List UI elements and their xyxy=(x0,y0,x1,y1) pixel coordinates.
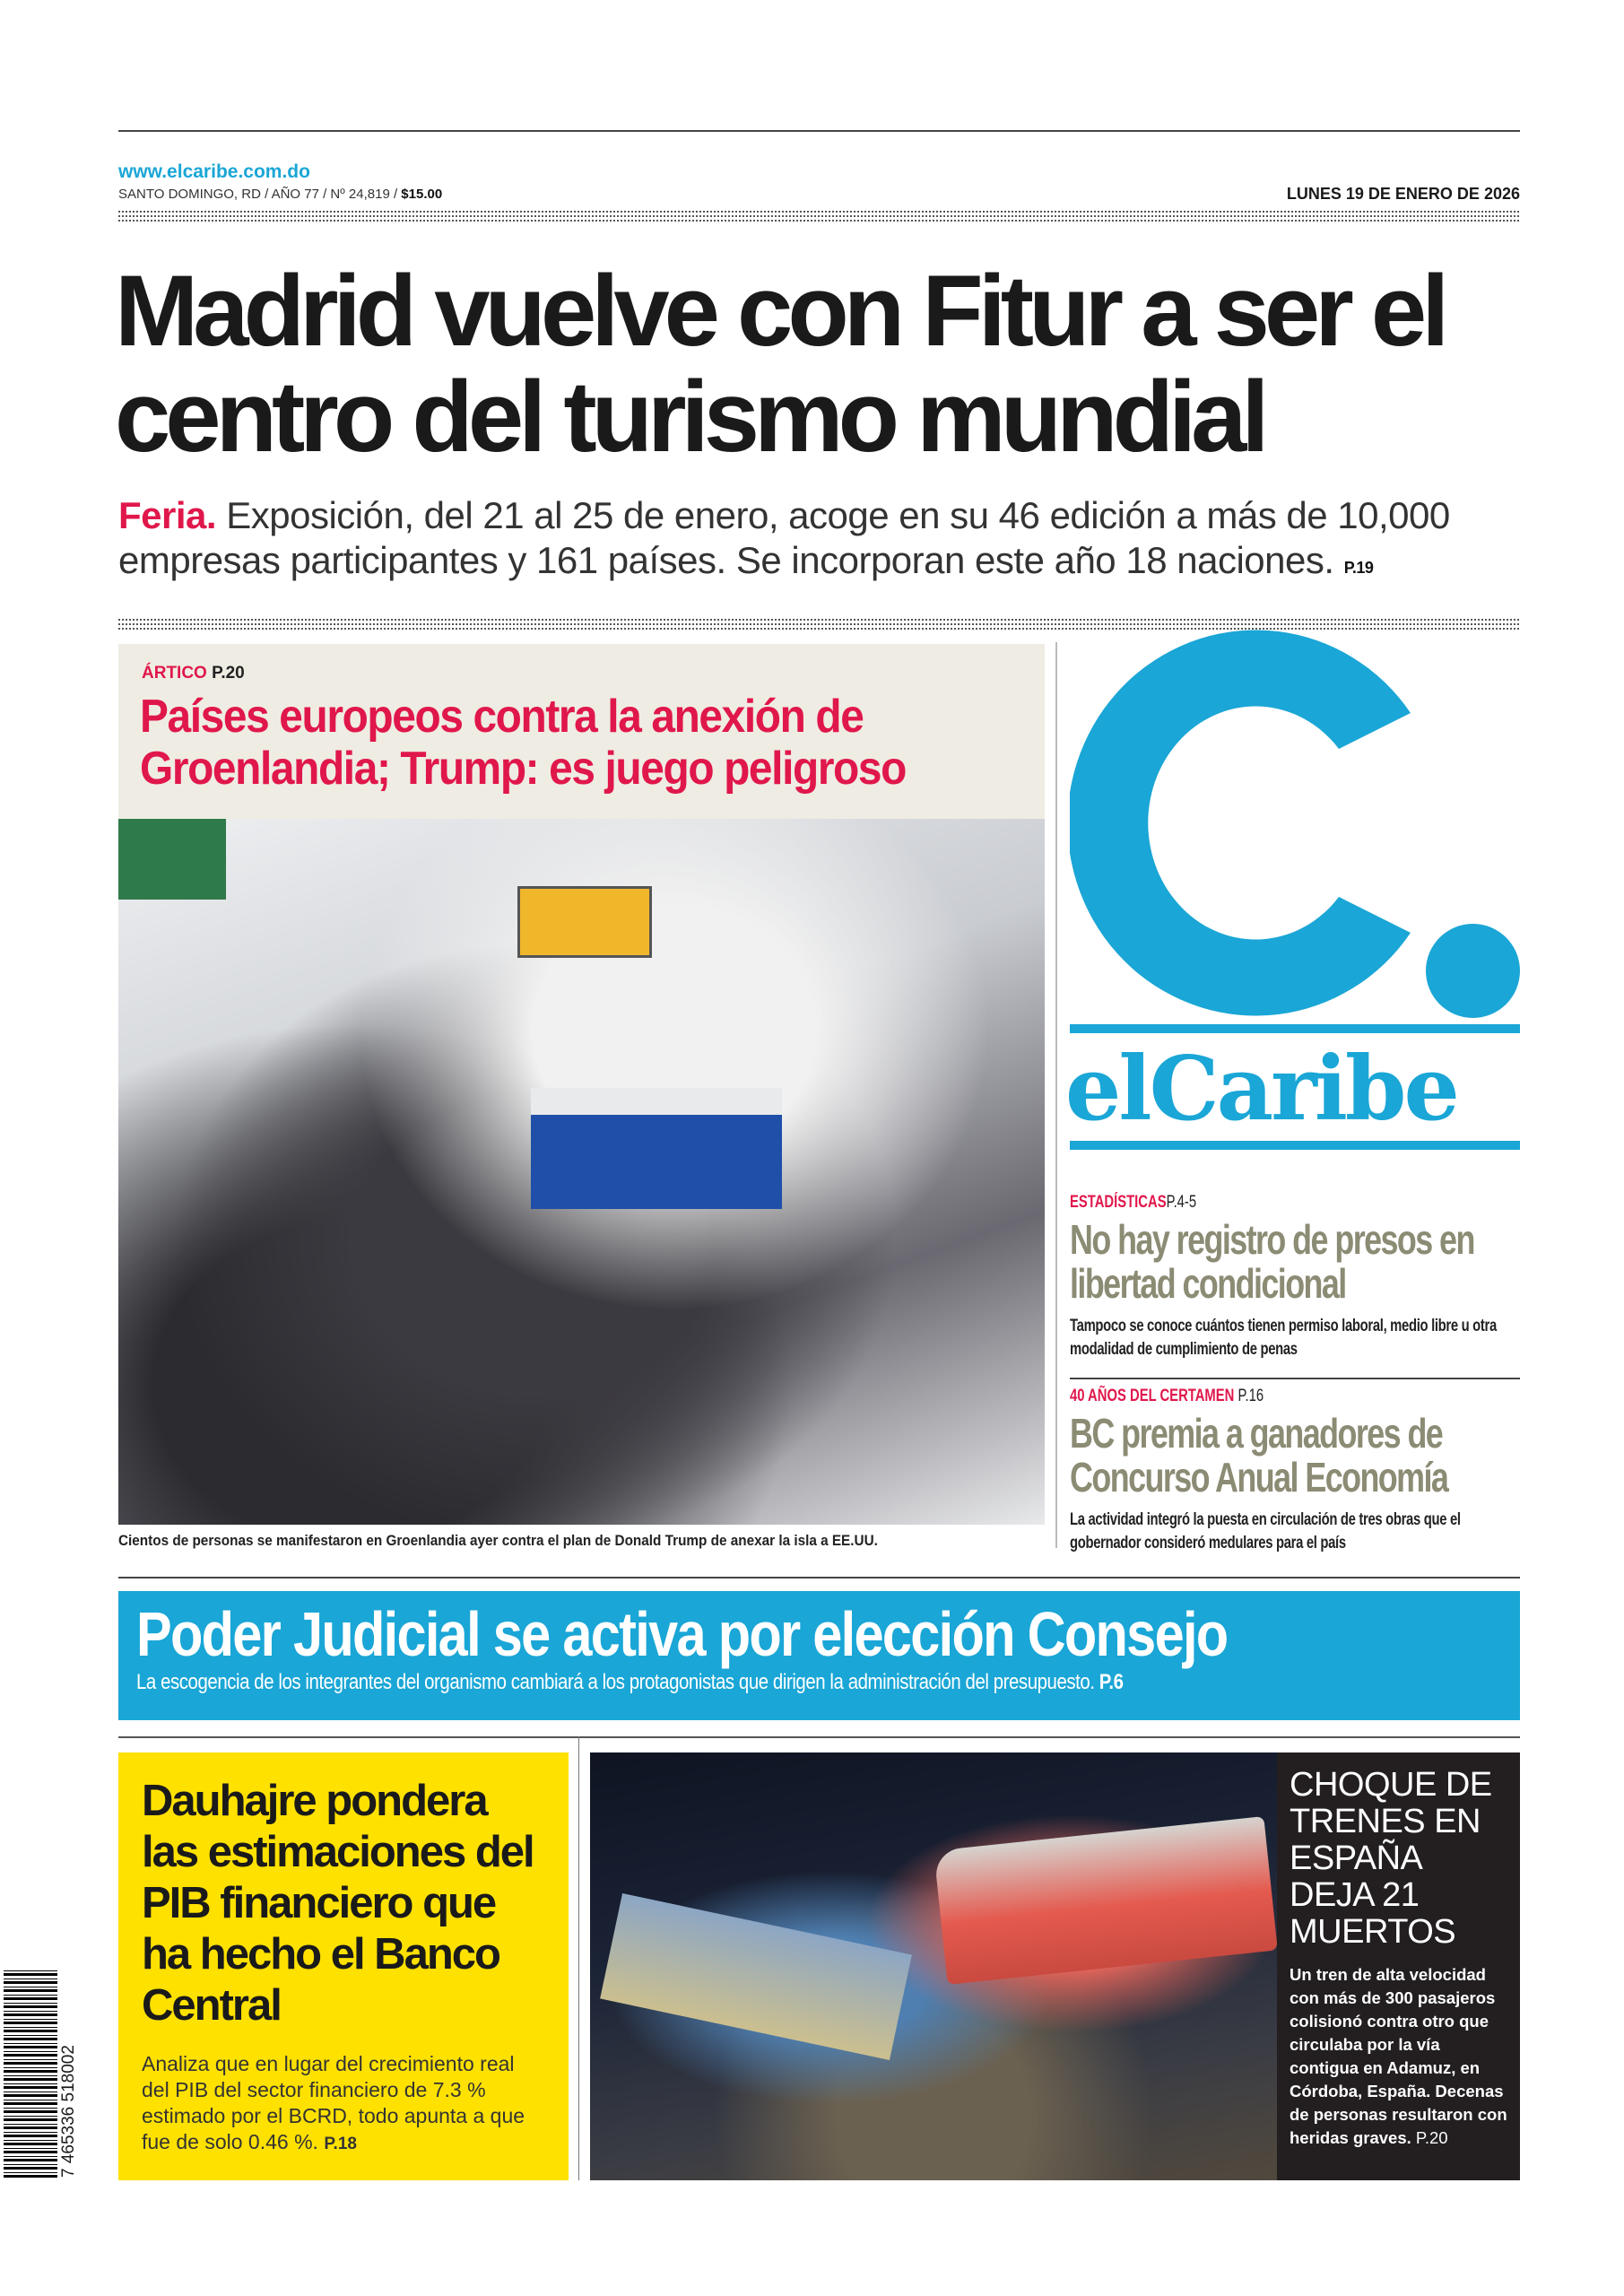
groenlandia-kicker xyxy=(142,664,245,683)
price: $15.00 xyxy=(401,187,443,202)
story-divider xyxy=(1070,1378,1520,1379)
logo-dot xyxy=(1426,924,1520,1018)
bc-story xyxy=(1070,1387,1520,1555)
lead-summary-text: Exposición, del 21 al 25 de enero, acoge en su 46 edición a más de 10,000 empresas participantes y 161 países. Se incorporan este año 18 naciones. xyxy=(118,494,1450,581)
logo-bar-top xyxy=(1070,1024,1520,1033)
dauhajre-summary xyxy=(142,2051,545,2157)
blue-house xyxy=(531,1088,782,1209)
trenes-headline[interactable]: CHOQUE DE TRENES EN ESPAÑA DEJA 21 MUERTOS xyxy=(1290,1766,1492,1951)
elcaribe-logo-c xyxy=(1070,628,1446,1022)
lead-summary xyxy=(118,493,1526,590)
bc-kicker xyxy=(1070,1387,1520,1406)
issue-date: LUNES 19 DE ENERO DE 2026 xyxy=(1286,185,1520,203)
green-house xyxy=(118,819,226,900)
kicker-page: P.4-5 xyxy=(1166,1193,1197,1212)
bc-summary: La actividad integró la puesta en circulación de tres obras que el gobernador consideró medulares para el país xyxy=(1070,1510,1461,1552)
greenland-protest-photo xyxy=(118,819,1045,1525)
barcode-bars xyxy=(4,1970,57,2178)
lead-kicker: Feria. xyxy=(118,494,217,536)
trenes-page: P.20 xyxy=(1415,2128,1448,2147)
lead-headline[interactable]: Madrid vuelve con Fitur a ser el centro del turismo mundial xyxy=(115,255,1445,473)
train-crash-photo xyxy=(590,1752,1277,2180)
bc-headline[interactable]: BC premia a ganadores de Concurso Anual Economía xyxy=(1070,1410,1448,1500)
yellow-house xyxy=(517,886,652,958)
presos-story xyxy=(1070,1193,1520,1361)
banner-content xyxy=(136,1598,1502,1695)
train-car xyxy=(934,1816,1277,1985)
lead-page: P.19 xyxy=(1343,559,1374,577)
groenlandia-header xyxy=(118,644,1045,819)
trenes-summary xyxy=(1290,1963,1507,2150)
kicker-label: ESTADÍSTICAS xyxy=(1070,1193,1167,1212)
website-link[interactable]: www.elcaribe.com.do xyxy=(118,161,310,182)
edition-info xyxy=(118,187,442,202)
dauhajre-box xyxy=(118,1752,569,2180)
barcode xyxy=(4,1970,77,2178)
groenlandia-headline[interactable]: Países europeos contra la anexión de Groenlandia; Trump: es juego peligroso xyxy=(140,691,906,795)
top-rule xyxy=(118,130,1520,132)
presos-summary: Tampoco se conoce cuántos tienen permiso laboral, medio libre u otra modalidad de cumplimiento de penas xyxy=(1070,1317,1497,1359)
kicker-label: 40 AÑOS DEL CERTAMEN xyxy=(1070,1387,1235,1405)
trenes-summary-text: Un tren de alta velocidad con más de 300 pasajeros colisionó contra otro que circulaba por la vía contigua en Adamuz, en Córdoba, España. Decenas de personas resultaron con heridas graves. xyxy=(1290,1965,1507,2147)
train-car xyxy=(600,1893,912,2060)
photo-caption: Cientos de personas se manifestaron en Groenlandia ayer contra el plan de Donald Trump de anexar la isla a EE.UU. xyxy=(118,1532,878,1549)
presos-headline[interactable]: No hay registro de presos en libertad condicional xyxy=(1070,1216,1474,1307)
dauhajre-summary-text: Analiza que en lugar del crecimiento real del PIB del sector financiero de 7.3 % estimado por el BCRD, todo apunta a que fue de solo 0.46 %. xyxy=(142,2052,525,2153)
logo-wordmark: elCaribe xyxy=(1065,1038,1457,1141)
section-rule xyxy=(118,1736,1520,1738)
kicker-page: P.16 xyxy=(1238,1387,1264,1405)
banner-headline[interactable]: Poder Judicial se activa por elección Consejo xyxy=(136,1599,1228,1669)
poder-judicial-banner xyxy=(118,1591,1520,1720)
dauhajre-headline[interactable]: Dauhajre pondera las estimaciones del PIB financiero que ha hecho el Banco Central xyxy=(142,1777,534,2030)
banner-summary xyxy=(136,1670,1502,1695)
banner-page: P.6 xyxy=(1099,1670,1124,1694)
barcode-number: 7 465336 518002 xyxy=(59,2045,78,2178)
kicker-label: ÁRTICO xyxy=(142,664,207,683)
dauhajre-page: P.18 xyxy=(324,2135,357,2153)
presos-kicker xyxy=(1070,1193,1520,1213)
section-rule xyxy=(118,1577,1520,1578)
trenes-box xyxy=(1277,1752,1520,2180)
logo-bar-bottom xyxy=(1070,1141,1520,1150)
dotted-divider xyxy=(118,211,1520,222)
edition-text: SANTO DOMINGO, RD / AÑO 77 / Nº 24,819 / xyxy=(118,187,402,202)
kicker-page: P.20 xyxy=(212,664,245,683)
column-divider xyxy=(578,1736,579,2180)
banner-summary-text: La escogencia de los integrantes del organismo cambiará a los protagonistas que dirigen la administración del presupuesto. xyxy=(136,1670,1099,1694)
column-divider xyxy=(1055,642,1057,1548)
